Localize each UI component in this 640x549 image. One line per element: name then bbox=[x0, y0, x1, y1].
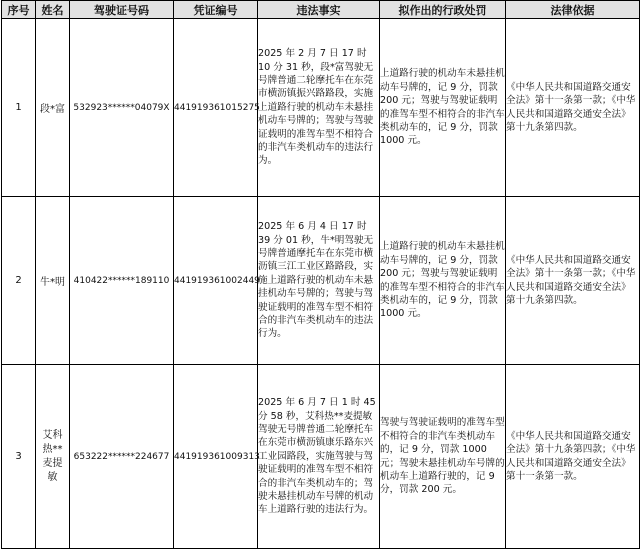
cell-law: 《中华人民共和国道路交通安全法》第十一条第一款；《中华人民共和国道路交通安全法》第十九条第四款。 bbox=[506, 197, 640, 365]
header-name: 姓名 bbox=[36, 1, 70, 19]
header-no: 序号 bbox=[2, 1, 36, 19]
table-row bbox=[2, 365, 640, 549]
header-law: 法律依据 bbox=[506, 1, 640, 19]
cell-facts: 2025 年 2 月 7 日 17 时 10 分 31 秒，段*富驾驶无号牌普通二轮摩托车在东莞市横沥镇振兴路路段，实施上道路行驶的机动车未悬挂机动车号牌的；驾驶与驾驶证载明的准驾车型不相符合的非汽车类机动车的违法行为。 bbox=[258, 19, 380, 197]
table-row bbox=[2, 19, 640, 197]
cell-doc: 441919361009313 bbox=[174, 365, 258, 549]
table-row bbox=[2, 197, 640, 365]
cell-name-text: 艾科热**麦提敏 bbox=[42, 429, 63, 483]
cell-license: 653222******224677 bbox=[70, 365, 174, 549]
header-facts: 违法事实 bbox=[258, 1, 380, 19]
cell-facts: 2025 年 6 月 4 日 17 时 39 分 01 秒，牛*明驾驶无号牌普通摩托车在东莞市横沥镇三江工业区路路段，实施上道路行驶的机动车未悬挂机动车号牌的；驾驶与驾驶证载明的准驾车型不相符合的非汽车类机动车的违法行为。 bbox=[258, 197, 380, 365]
cell-license: 532923******04079X bbox=[70, 19, 174, 197]
header-penalty: 拟作出的行政处罚 bbox=[380, 1, 506, 19]
cell-doc: 441919361002449 bbox=[174, 197, 258, 365]
cell-facts: 2025 年 6 月 7 日 1 时 45 分 58 秒，艾科热**麦提敏驾驶无号牌普通二轮摩托车在东莞市横沥镇康乐路东兴工业园路段，实施驾驶与驾驶证载明的准驾车型不相符合的非汽车类机动车的；驾驶未悬挂机动车号牌的机动车上道路行驶的违法行为。 bbox=[258, 365, 380, 549]
header-license: 驾驶证号码 bbox=[70, 1, 174, 19]
header-doc: 凭证编号 bbox=[174, 1, 258, 19]
header-row bbox=[2, 1, 640, 19]
cell-doc: 441919361015275 bbox=[174, 19, 258, 197]
cell-penalty: 上道路行驶的机动车未悬挂机动车号牌的，记 9 分，罚款 200 元；驾驶与驾驶证载明的准驾车型不相符合的非汽车类机动车的，记 9 分，罚款 1000 元。 bbox=[380, 19, 506, 197]
cell-penalty: 上道路行驶的机动车未悬挂机动车号牌的，记 9 分，罚款 200 元；驾驶与驾驶证载明的准驾车型不相符合的非汽车类机动车的，记 9 分，罚款 1000 元。 bbox=[380, 197, 506, 365]
cell-name: 牛*明 bbox=[36, 197, 70, 365]
cell-no: 2 bbox=[2, 197, 36, 365]
penalty-notice-table bbox=[1, 0, 640, 549]
cell-name bbox=[36, 365, 70, 549]
cell-name: 段*富 bbox=[36, 19, 70, 197]
cell-penalty: 驾驶与驾驶证载明的准驾车型不相符合的非汽车类机动车的，记 9 分，罚款 1000 元；驾驶未悬挂机动车号牌的机动车上道路行驶的，记 9 分，罚款 200 元。 bbox=[380, 365, 506, 549]
cell-no: 1 bbox=[2, 19, 36, 197]
cell-license: 410422******189110 bbox=[70, 197, 174, 365]
cell-law: 《中华人民共和国道路交通安全法》第十九条第四款；《中华人民共和国道路交通安全法》第十一条第一款。 bbox=[506, 365, 640, 549]
cell-no: 3 bbox=[2, 365, 36, 549]
cell-law: 《中华人民共和国道路交通安全法》第十一条第一款；《中华人民共和国道路交通安全法》第十九条第四款。 bbox=[506, 19, 640, 197]
